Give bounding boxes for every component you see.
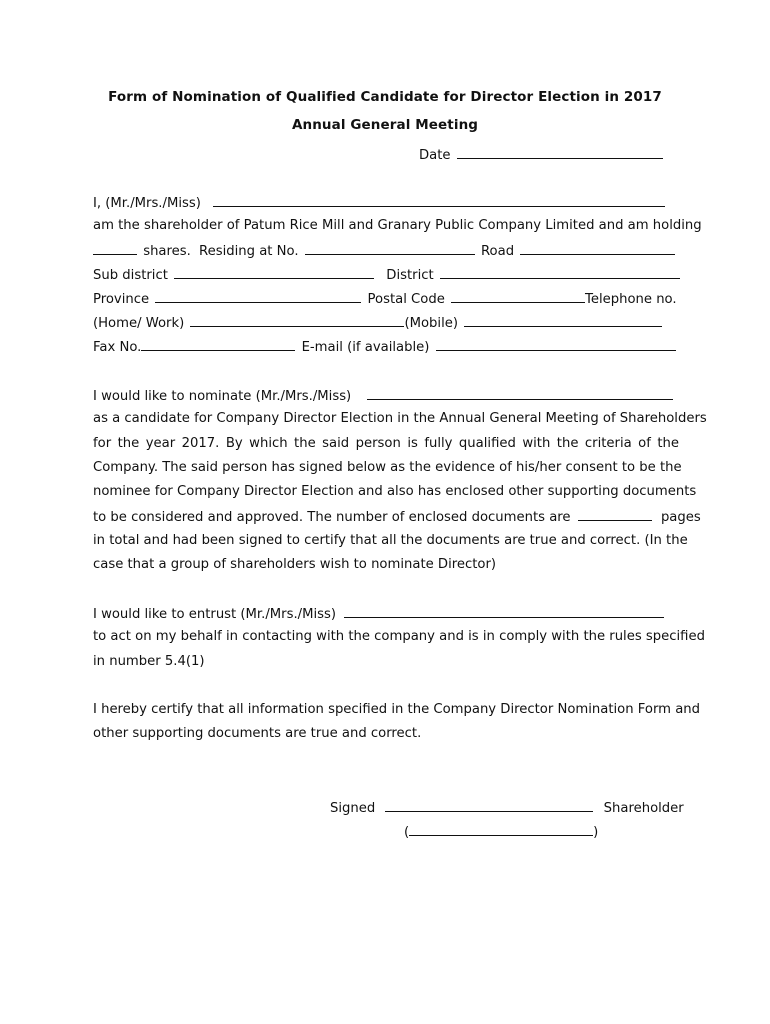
road-field[interactable] — [520, 241, 675, 255]
documents-text: to be considered and approved. The number of enclosed documents are — [93, 510, 571, 525]
documents-row — [93, 507, 701, 527]
nominate-text-line: as a candidate for Company Director Election in the Annual General Meeting of Shareholders — [93, 411, 707, 426]
phone-row — [93, 313, 679, 333]
telephone-label: Telephone no. — [585, 292, 677, 307]
home-work-phone-field[interactable] — [190, 313, 404, 327]
shares-count-field[interactable] — [93, 241, 137, 255]
nominee-row — [93, 386, 679, 406]
printed-name-row — [404, 822, 598, 842]
province-label: Province — [93, 292, 150, 307]
nominate-text-line: case that a group of shareholders wish to nominate Director) — [93, 557, 497, 572]
mobile-label: (Mobile) — [404, 316, 459, 331]
entrust-row — [93, 604, 679, 624]
date-label: Date — [419, 148, 451, 163]
date-row — [419, 145, 665, 165]
certify-text-line: I hereby certify that all information specified in the Company Director Nomination Form and — [93, 702, 701, 717]
signature-field[interactable] — [385, 798, 593, 812]
residing-label: Residing at — [199, 244, 273, 259]
shares-address-row — [93, 241, 679, 261]
entrust-intro: I would like to entrust (Mr./Mrs./Miss) — [93, 607, 337, 622]
pages-label: pages — [660, 510, 701, 525]
sub-district-field[interactable] — [174, 265, 374, 279]
shareholder-label: Shareholder — [603, 801, 684, 816]
nominate-text-line: Company. The said person has signed below as the evidence of his/her consent to be the — [93, 460, 682, 475]
province-field[interactable] — [155, 289, 361, 303]
nominee-name-field[interactable] — [367, 386, 673, 400]
road-label: Road — [480, 244, 515, 259]
signed-label: Signed — [330, 801, 376, 816]
form-subtitle: Annual General Meeting — [291, 117, 479, 133]
email-label: E-mail (if available) — [301, 340, 430, 355]
district-row — [93, 265, 679, 285]
home-work-label: (Home/ Work) — [93, 316, 185, 331]
shares-label: shares. — [143, 244, 191, 259]
shareholder-name-field[interactable] — [213, 193, 665, 207]
document-count-field[interactable] — [578, 507, 652, 521]
house-no-field[interactable] — [305, 241, 475, 255]
close-paren: ) — [593, 825, 599, 840]
nominate-text-line: nominee for Company Director Election and also has enclosed other supporting documents — [93, 484, 697, 499]
shareholder-name-row — [93, 193, 679, 213]
date-field[interactable] — [457, 145, 663, 159]
fax-email-row — [93, 337, 679, 357]
form-title: Form of Nomination of Qualified Candidate for Director Election in 2017 — [108, 89, 662, 105]
sub-district-label: Sub district — [93, 268, 168, 283]
district-label: District — [386, 268, 434, 283]
shareholder-intro: I, (Mr./Mrs./Miss) — [93, 196, 201, 211]
shareholder-holding-text: am the shareholder of Patum Rice Mill and Granary Public Company Limited and am holding — [93, 218, 702, 233]
entrust-text-line: to act on my behalf in contacting with the company and is in comply with the rules specified — [93, 629, 705, 644]
province-row — [93, 289, 679, 309]
fax-field[interactable] — [141, 337, 295, 351]
fax-label: Fax No. — [93, 340, 142, 355]
nominate-text-line: in total and had been signed to certify that all the documents are true and correct. (In the — [93, 533, 688, 548]
email-field[interactable] — [436, 337, 676, 351]
signature-row — [330, 798, 684, 818]
nominate-text-line: for the year 2017. By which the said person is fully qualified with the criteria of the — [93, 436, 679, 451]
certify-text-line: other supporting documents are true and correct. — [93, 726, 422, 741]
postal-code-label: Postal Code — [367, 292, 445, 307]
mobile-phone-field[interactable] — [464, 313, 662, 327]
postal-code-field[interactable] — [451, 289, 585, 303]
open-paren: ( — [404, 825, 410, 840]
entrusted-name-field[interactable] — [344, 604, 664, 618]
no-label: No. — [276, 244, 299, 259]
printed-name-field[interactable] — [409, 822, 593, 836]
entrust-text-line: in number 5.4(1) — [93, 654, 205, 669]
district-field[interactable] — [440, 265, 680, 279]
nominate-intro: I would like to nominate (Mr./Mrs./Miss) — [93, 389, 352, 404]
